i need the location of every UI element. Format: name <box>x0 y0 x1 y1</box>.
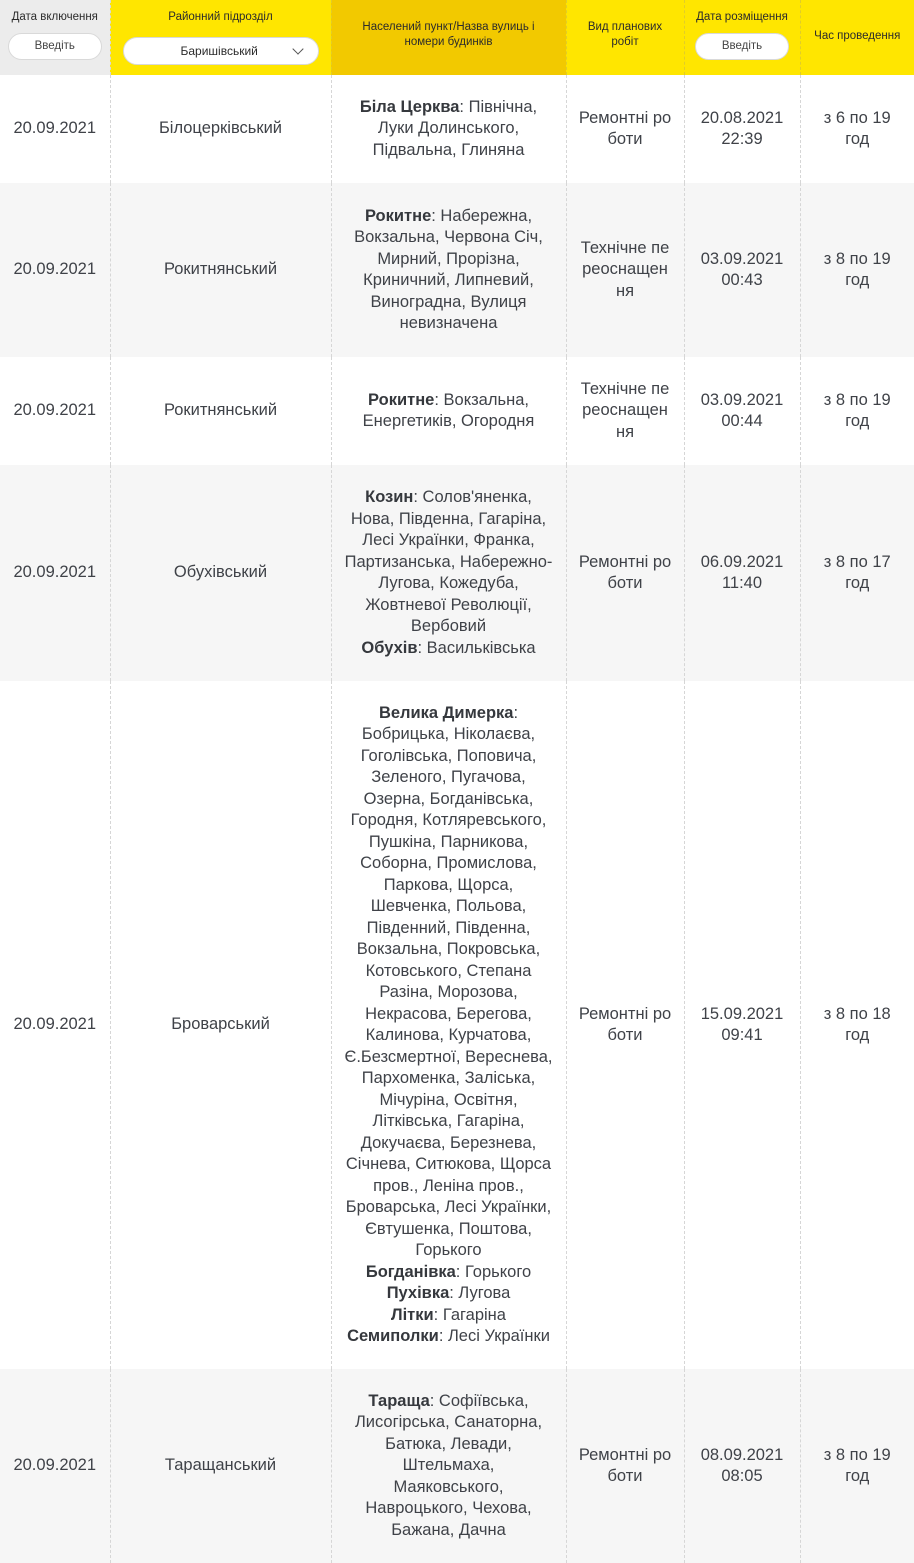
location-streets: Докучаєва, Березнева, <box>360 1133 537 1152</box>
cell-posted <box>684 357 800 465</box>
location-streets: : Горького <box>455 1262 532 1281</box>
cell-posted <box>684 75 800 183</box>
work-type-text: Ремонтні роботи <box>578 1004 672 1044</box>
cell-time <box>800 465 914 681</box>
cell-posted <box>684 681 800 1369</box>
date-on-input[interactable]: Введіть <box>8 33 102 60</box>
location-streets: Бобрицька, Ніколаєва, <box>361 725 536 743</box>
location-line <box>338 292 560 314</box>
location-streets: Соборна, Промислова, <box>360 854 537 872</box>
location-streets: Броварська, Лесі Українки, <box>345 1198 552 1216</box>
location-streets: Мічуріна, Освітня, <box>379 1090 518 1109</box>
location-line <box>338 97 560 119</box>
location-line <box>338 810 560 832</box>
cell-time <box>800 681 914 1369</box>
location-line <box>338 1326 560 1348</box>
location-place: Рокитне <box>368 390 435 409</box>
cell-district: Броварський <box>110 681 331 1369</box>
location-line <box>338 206 560 228</box>
district-select[interactable] <box>123 37 319 65</box>
time-text: з 6 по 19 год <box>823 108 891 148</box>
posted-date-input[interactable]: Введіть <box>695 33 789 60</box>
location-line <box>338 746 560 768</box>
location-line <box>338 1154 560 1176</box>
location-line <box>338 703 560 725</box>
location-streets: Пушкіна, Парникова, <box>368 832 529 851</box>
cell-posted <box>684 183 800 357</box>
time-text: з 8 по 18 год <box>823 1004 891 1044</box>
cell-work-type <box>566 75 684 183</box>
cell-locations <box>331 1369 566 1563</box>
location-place: Рокитне <box>364 206 432 225</box>
location-place: Богданівка <box>365 1262 456 1281</box>
location-streets: : Гагаріна <box>433 1305 506 1324</box>
posted-date: 03.09.2021 <box>700 390 784 409</box>
location-line <box>338 616 560 638</box>
location-line <box>338 875 560 897</box>
cell-time <box>800 357 914 465</box>
location-line <box>338 313 560 335</box>
location-line <box>338 1240 560 1262</box>
header-time-label: Час проведення <box>814 30 901 42</box>
location-streets: Лесі Українки, Франка, <box>362 531 535 549</box>
location-line <box>338 1498 560 1520</box>
header-posted <box>684 0 800 75</box>
location-line <box>338 1176 560 1198</box>
location-streets: пров., Леніна пров., <box>373 1176 524 1195</box>
location-place: Семиполки <box>347 1327 439 1345</box>
location-line <box>338 1111 560 1133</box>
location-streets: Зеленого, Пугачова, <box>371 768 526 786</box>
location-line <box>338 530 560 552</box>
location-line <box>338 1391 560 1413</box>
location-line <box>338 1283 560 1305</box>
table-header-row <box>0 0 914 75</box>
location-streets: : Північна, <box>459 97 538 116</box>
location-line <box>338 961 560 983</box>
time-text: з 8 по 19 год <box>823 249 891 289</box>
header-time <box>800 0 914 75</box>
location-streets: Вербовий <box>410 617 487 635</box>
posted-date: 20.08.2021 <box>700 108 784 127</box>
location-streets: : Софіївська, <box>429 1391 529 1410</box>
cell-date-on: 20.09.2021 <box>0 183 110 357</box>
header-work-type-label: Вид планових робіт <box>587 21 663 48</box>
work-type-text: Технічне переоснащення <box>580 379 670 441</box>
location-line <box>338 227 560 249</box>
location-streets: Озерна, Богданівська, <box>363 789 534 808</box>
location-line <box>338 982 560 1004</box>
posted-time: 22:39 <box>721 130 763 148</box>
cell-locations <box>331 183 566 357</box>
location-streets: : Солов'яненка, <box>413 488 532 506</box>
location-streets: Шевченка, Польова, <box>370 897 527 915</box>
location-line <box>338 724 560 746</box>
time-text: з 8 по 17 год <box>823 552 891 592</box>
work-type-text: Технічне переоснащення <box>580 238 670 300</box>
location-streets: Виноградна, Вулиця <box>370 292 527 311</box>
location-place: Велика Димерка <box>378 703 514 722</box>
header-district <box>110 0 331 75</box>
location-streets: Лисогірська, Санаторна, <box>354 1413 543 1432</box>
location-streets: Некрасова, Берегова, <box>365 1004 532 1023</box>
location-line <box>338 853 560 875</box>
posted-time: 11:40 <box>721 574 763 592</box>
posted-time: 08:05 <box>721 1467 763 1485</box>
table-row <box>0 465 914 681</box>
location-streets: : Набережна, <box>431 206 533 225</box>
location-streets: : <box>513 703 519 722</box>
location-line <box>338 789 560 811</box>
location-line <box>338 140 560 162</box>
location-streets: Навроцького, Чехова, <box>365 1499 532 1518</box>
location-streets: Євтушенка, Поштова, <box>365 1219 532 1238</box>
location-line <box>338 1219 560 1241</box>
location-line <box>338 896 560 918</box>
location-streets: Бажана, Дачна <box>391 1520 506 1539</box>
location-line <box>338 1434 560 1456</box>
posted-time: 00:43 <box>721 271 763 289</box>
cell-date-on: 20.09.2021 <box>0 1369 110 1563</box>
posted-date: 15.09.2021 <box>700 1004 784 1023</box>
cell-locations <box>331 75 566 183</box>
posted-date: 08.09.2021 <box>700 1445 784 1464</box>
location-line <box>338 1047 560 1069</box>
header-address <box>331 0 566 75</box>
location-line <box>338 118 560 140</box>
header-posted-label: Дата розміщення <box>696 11 788 23</box>
cell-time <box>800 183 914 357</box>
table-row <box>0 357 914 465</box>
location-streets: Нова, Південна, Гагаріна, <box>350 509 547 528</box>
location-line <box>338 1068 560 1090</box>
location-line <box>338 509 560 531</box>
cell-date-on: 20.09.2021 <box>0 465 110 681</box>
cell-locations <box>331 681 566 1369</box>
posted-time: 00:44 <box>721 412 763 430</box>
location-place: Обухів <box>361 638 418 657</box>
cell-district: Рокитнянський <box>110 357 331 465</box>
location-streets: Лугова, Кожедуба, <box>378 574 519 592</box>
header-date-on <box>0 0 110 75</box>
work-type-text: Ремонтні роботи <box>578 108 672 148</box>
header-date-on-label: Дата включення <box>11 11 98 23</box>
location-line <box>338 918 560 940</box>
location-line <box>338 411 560 433</box>
location-place: Пухівка <box>386 1284 450 1302</box>
location-line <box>338 1004 560 1026</box>
cell-locations <box>331 465 566 681</box>
chevron-down-icon <box>292 43 303 54</box>
location-streets: Разіна, Морозова, <box>379 983 518 1001</box>
location-streets: Штельмаха, <box>402 1456 495 1475</box>
location-place: Літки <box>391 1305 434 1324</box>
cell-district: Білоцерківський <box>110 75 331 183</box>
cell-work-type <box>566 183 684 357</box>
location-line <box>338 767 560 789</box>
posted-time: 09:41 <box>721 1026 763 1044</box>
location-place: Біла Церква <box>359 97 460 116</box>
cell-work-type <box>566 681 684 1369</box>
location-streets: : Лесі Українки <box>438 1327 550 1345</box>
cell-work-type <box>566 465 684 681</box>
location-line <box>338 249 560 271</box>
location-line <box>338 1520 560 1542</box>
cell-date-on: 20.09.2021 <box>0 357 110 465</box>
location-streets: Мирний, Прорізна, <box>377 249 520 268</box>
location-streets: Котовського, Степана <box>365 961 532 980</box>
cell-posted <box>684 465 800 681</box>
location-streets: Є.Безсмертної, Вереснева, <box>344 1047 553 1066</box>
table-row <box>0 183 914 357</box>
location-streets: Підвальна, Глиняна <box>372 140 525 159</box>
cell-time <box>800 75 914 183</box>
location-line <box>338 390 560 412</box>
location-line <box>338 1455 560 1477</box>
header-address-label: Населений пункт/Назва вулиць і номери будинків <box>362 21 535 48</box>
cell-district: Рокитнянський <box>110 183 331 357</box>
header-work-type <box>566 0 684 75</box>
location-streets: Батюка, Левади, <box>385 1434 512 1453</box>
location-streets: Маяковського, <box>393 1477 504 1496</box>
location-line <box>338 1412 560 1434</box>
location-line <box>338 270 560 292</box>
district-select-value: Баришівський <box>180 43 258 58</box>
cell-locations <box>331 357 566 465</box>
location-place: Козин <box>365 488 414 506</box>
location-line <box>338 638 560 660</box>
location-place: Тараща <box>368 1391 430 1410</box>
location-line <box>338 832 560 854</box>
location-line <box>338 552 560 574</box>
location-line <box>338 1262 560 1284</box>
location-line <box>338 1025 560 1047</box>
header-district-label: Районний підрозділ <box>168 11 273 23</box>
cell-work-type <box>566 1369 684 1563</box>
location-line <box>338 939 560 961</box>
cell-district: Обухівський <box>110 465 331 681</box>
location-line <box>338 1305 560 1327</box>
location-streets: Городня, Котляревського, <box>350 811 547 829</box>
location-streets: Південний, Південна, <box>366 918 531 937</box>
cell-work-type <box>566 357 684 465</box>
location-line <box>338 573 560 595</box>
location-streets: Вокзальна, Покровська, <box>356 940 541 958</box>
location-streets: Паркова, Щорса, <box>383 875 514 894</box>
location-streets: : Лугова <box>449 1284 511 1302</box>
location-streets: Літківська, Гагаріна, <box>372 1112 525 1130</box>
location-line <box>338 1133 560 1155</box>
table-row <box>0 75 914 183</box>
location-streets: Луки Долинського, <box>377 119 520 138</box>
time-text: з 8 по 19 год <box>823 1445 891 1485</box>
location-line <box>338 595 560 617</box>
table-row <box>0 1369 914 1563</box>
location-streets: Січнева, Ситюкова, Щорса <box>345 1155 552 1173</box>
cell-date-on: 20.09.2021 <box>0 75 110 183</box>
location-streets: невизначена <box>399 314 498 332</box>
table-row <box>0 681 914 1369</box>
location-line <box>338 1197 560 1219</box>
location-streets: Горького <box>415 1241 482 1259</box>
time-text: з 8 по 19 год <box>823 390 891 430</box>
location-streets: Криничний, Липневий, <box>363 271 534 289</box>
posted-date: 06.09.2021 <box>700 552 784 571</box>
work-type-text: Ремонтні роботи <box>578 1445 672 1485</box>
location-line <box>338 487 560 509</box>
location-streets: Жовтневої Революції, <box>365 595 532 614</box>
work-type-text: Ремонтні роботи <box>578 552 672 592</box>
location-line <box>338 1477 560 1499</box>
location-streets: : Васильківська <box>417 638 536 657</box>
location-streets: : Вокзальна, <box>434 390 529 409</box>
posted-date: 03.09.2021 <box>700 249 784 268</box>
location-streets: Гоголівська, Поповича, <box>360 746 537 765</box>
cell-posted <box>684 1369 800 1563</box>
location-streets: Вокзальна, Червона Січ, <box>354 228 543 246</box>
table-body <box>0 75 914 1563</box>
location-streets: Енергетиків, Огородня <box>362 412 535 430</box>
cell-date-on: 20.09.2021 <box>0 681 110 1369</box>
location-streets: Партизанська, Набережно- <box>344 552 553 571</box>
cell-district: Таращанський <box>110 1369 331 1563</box>
location-streets: Пархоменка, Заліська, <box>361 1069 536 1087</box>
cell-time <box>800 1369 914 1563</box>
location-streets: Калинова, Курчатова, <box>365 1026 532 1044</box>
location-line <box>338 1090 560 1112</box>
